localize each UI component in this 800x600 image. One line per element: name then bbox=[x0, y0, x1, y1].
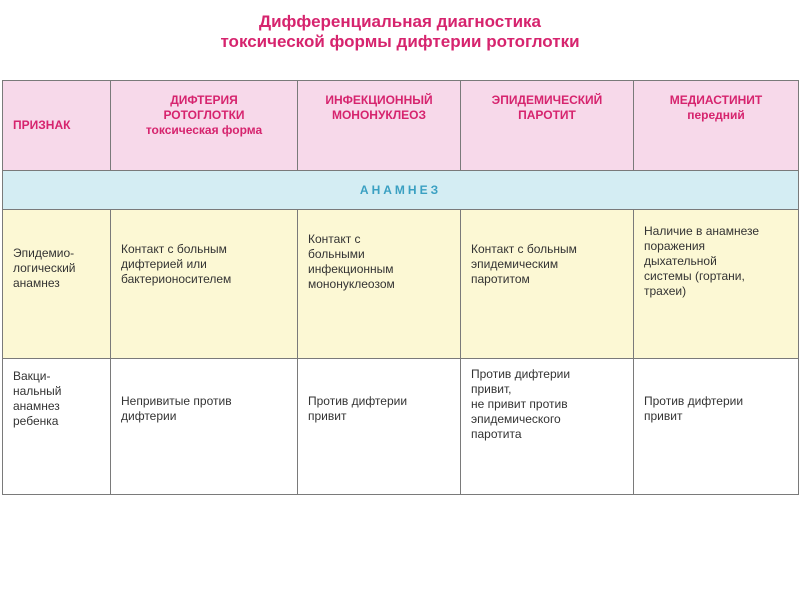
cell-text: Непривитые против дифтерии bbox=[121, 394, 232, 423]
cell-text: Наличие в анамнезе поражения дыхательной системы (гортани, трахеи) bbox=[644, 224, 760, 298]
cell-text: Контакт с больными инфекционным мононуклеозом bbox=[308, 232, 395, 291]
diagnosis-table bbox=[2, 80, 799, 495]
header-sign bbox=[3, 81, 111, 171]
page-title bbox=[0, 12, 800, 52]
cell-text: Эпидемио- логический анамнез bbox=[13, 246, 76, 290]
cell-text: Против дифтерии привит bbox=[308, 394, 408, 423]
header-mediastinitis bbox=[634, 81, 799, 171]
table-header-row bbox=[3, 81, 799, 171]
table-cell bbox=[298, 359, 461, 495]
cell-text: Контакт с больным дифтерией или бактерионосителем bbox=[121, 242, 232, 286]
section-anamnesis: АНАМНЕЗ bbox=[3, 171, 799, 210]
section-row bbox=[3, 171, 799, 210]
header-sign-label: ПРИЗНАК bbox=[13, 118, 71, 132]
title-line-2: токсической формы дифтерии ротоглотки bbox=[220, 32, 580, 51]
table-row bbox=[3, 210, 799, 359]
header-diphtheria bbox=[111, 81, 298, 171]
table-cell bbox=[461, 359, 634, 495]
table-cell bbox=[111, 210, 298, 359]
table-cell bbox=[634, 359, 799, 495]
table-cell bbox=[3, 210, 111, 359]
header-parotitis bbox=[461, 81, 634, 171]
cell-text: Вакци- нальный анамнез ребенка bbox=[13, 369, 62, 428]
table-cell bbox=[111, 359, 298, 495]
header-mononucleosis-label: ИНФЕКЦИОННЫЙ МОНОНУКЛЕОЗ bbox=[325, 93, 433, 122]
table-cell bbox=[3, 359, 111, 495]
table-cell bbox=[461, 210, 634, 359]
header-diphtheria-sub: токсическая форма bbox=[145, 123, 263, 137]
cell-text: Против дифтерии привит bbox=[644, 394, 744, 423]
header-mediastinitis-label: МЕДИАСТИНИТ bbox=[669, 93, 763, 107]
table-cell bbox=[298, 210, 461, 359]
header-mediastinitis-sub: передний bbox=[687, 108, 745, 122]
table-cell bbox=[634, 210, 799, 359]
cell-text: Контакт с больным эпидемическим паротитом bbox=[471, 242, 577, 286]
header-parotitis-label: ЭПИДЕМИЧЕСКИЙ ПАРОТИТ bbox=[491, 93, 603, 122]
table-row bbox=[3, 359, 799, 495]
header-diphtheria-label: ДИФТЕРИЯ РОТОГЛОТКИ bbox=[163, 93, 245, 122]
cell-text: Против дифтерии привит, не привит против эпидемического паротита bbox=[471, 367, 571, 441]
title-line-1: Дифференциальная диагностика bbox=[258, 12, 542, 31]
header-mononucleosis bbox=[298, 81, 461, 171]
